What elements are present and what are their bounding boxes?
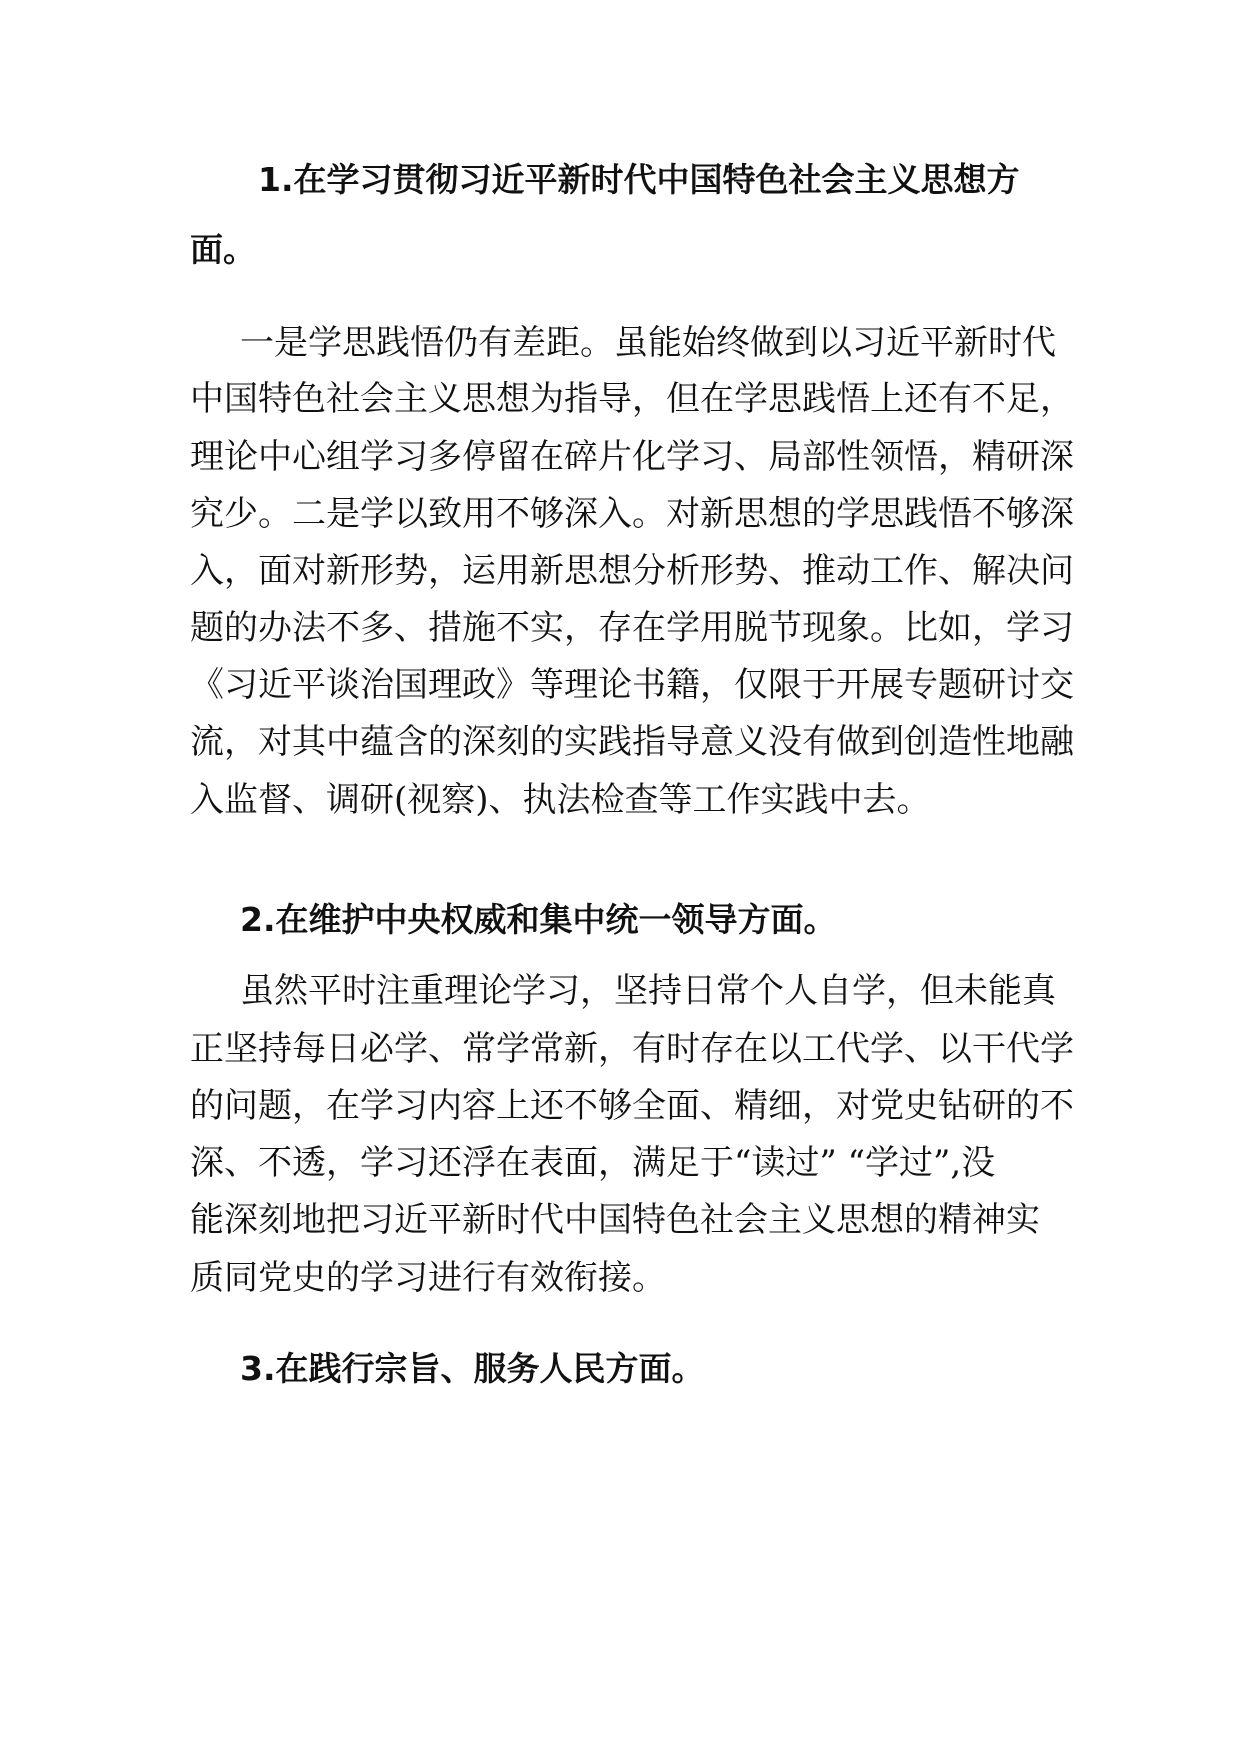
section-1-body-line-1: 一是学思践悟仍有差距。虽能始终做到以习近平新时代 — [240, 323, 1056, 363]
section-1-body-line-9: 入监督、调研(视察)、执法检查等工作实践中去。 — [190, 780, 931, 820]
section-2-body-line-1: 虽然平时注重理论学习，坚持日常个人自学，但未能真 — [240, 971, 1056, 1011]
section-1-body-line-4: 究少。二是学以致用不够深入。对新思想的学思践悟不够深 — [190, 494, 1074, 534]
section-1-heading-line-2: 面。 — [190, 230, 256, 269]
section-2-body-line-4: 深、不透，学习还浮在表面，满足于“读过” “学过”,没 — [190, 1143, 996, 1183]
section-1-body-line-6: 题的办法不多、措施不实，存在学用脱节现象。比如，学习 — [190, 608, 1074, 648]
section-2-body-line-3: 的问题，在学习内容上还不够全面、精细，对党史钻研的不 — [190, 1086, 1074, 1126]
section-3-heading: 3.在践行宗旨、服务人民方面。 — [240, 1349, 705, 1388]
section-2-body-line-6: 质同党史的学习进行有效衔接。 — [190, 1258, 666, 1298]
section-1-body-line-5: 入，面对新形势，运用新思想分析形势、推动工作、解决问 — [190, 551, 1074, 591]
section-1-body-line-2: 中国特色社会主义思想为指导，但在学思践悟上还有不足， — [190, 379, 1074, 419]
section-2-body-line-2: 正坚持每日必学、常学常新，有时存在以工代学、以干代学 — [190, 1029, 1074, 1069]
section-1-body-line-8: 流，对其中蕴含的深刻的实践指导意义没有做到创造性地融 — [190, 722, 1074, 762]
section-1-body-line-7: 《习近平谈治国理政》等理论书籍，仅限于开展专题研讨交 — [190, 665, 1074, 705]
section-2-body-line-5: 能深刻地把习近平新时代中国特色社会主义思想的精神实 — [190, 1200, 1040, 1240]
section-2-heading: 2.在维护中央权威和集中统一领导方面。 — [240, 900, 837, 939]
section-1-heading-line-1: 1.在学习贯彻习近平新时代中国特色社会主义思想方 — [258, 160, 1020, 199]
section-1-body-line-3: 理论中心组学习多停留在碎片化学习、局部性领悟，精研深 — [190, 437, 1074, 477]
